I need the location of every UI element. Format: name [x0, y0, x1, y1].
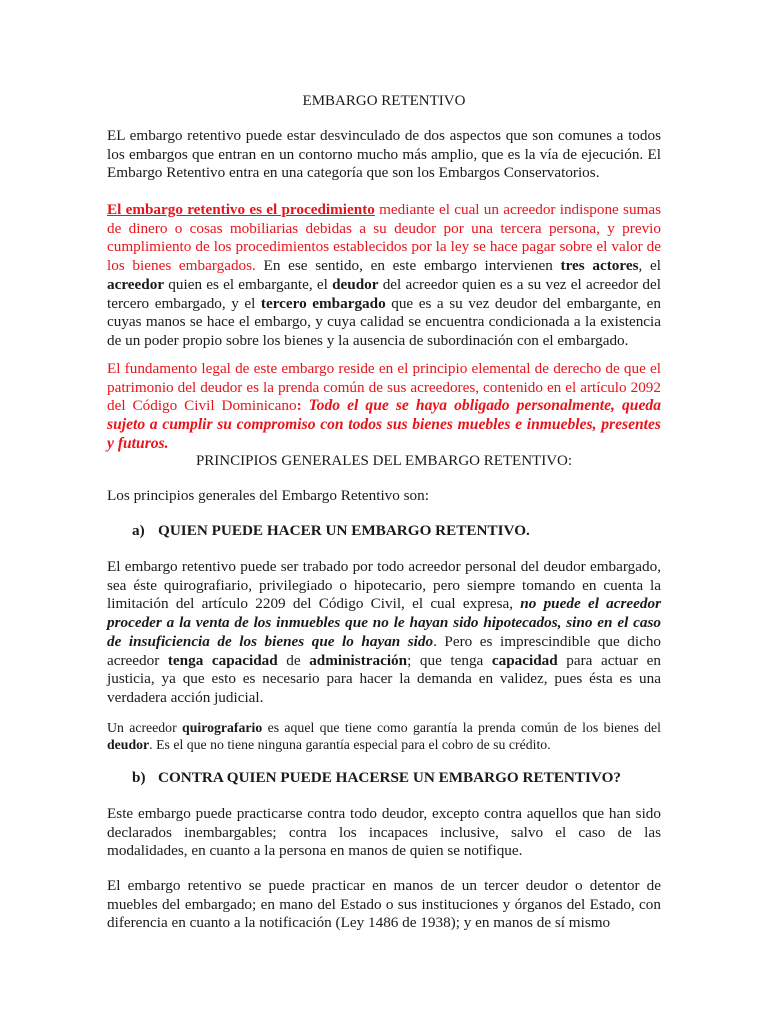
article-quote: no puede el acreedor proceder a la venta de los inmuebles que no le hayan sido hipotecados, sino en el caso de insuficiencia de los bienes que lo hayan sido [107, 595, 661, 650]
legal-quote: Todo el que se haya obligado personalmente, queda sujeto a cumplir su compromiso con todos sus bienes muebles e inmuebles, presentes y futuros. [107, 397, 661, 452]
paragraph-practice: El embargo retentivo se puede practicar en manos de un tercer deudor o detentor de muebles del embargado; en mano del Estado o sus instituciones y órganos del Estado, con diferencia en cuanto a la notificación (Ley 1486 de 1938); y en manos de sí mismo [107, 877, 661, 932]
paragraph-against-whom: Este embargo puede practicarse contra todo deudor, excepto contra aquellos que han sido declarados inembargables; contra los incapaces inclusive, salvo el caso de las modalidades, en cuanto a la persona en manos de quien se notifique. [107, 805, 661, 860]
section-title: PRINCIPIOS GENERALES DEL EMBARGO RETENTIVO: [195, 453, 573, 469]
paragraph-definition: El embargo retentivo es el procedimiento mediante el cual un acreedor indispone sumas de dinero o cosas mobiliarias debidas a su deudor por una tercera persona, y previo cumplimiento de los procedimientos establecidos por la ley se hace pagar sobre el valor de los bienes embargados. En ese sentido, en este embargo intervienen tres actores, el acreedor quien es el embargante, el deudor del acreedor quien es a su vez el acreedor del tercero embargado, y el tercero embargado que es a su vez deudor del embargante, en cuyas manos se hace el embargo, y cuya calidad se encuentra condicionada a la existencia de un poder propio sobre los bienes y la ausencia de subordinación con el embargado. [107, 201, 662, 349]
paragraph-who-can: El embargo retentivo puede ser trabado por todo acreedor personal del deudor embargado, sea éste quirografiario, privilegiado o hipotecario, pero siempre tomando en cuenta la limitación del artículo 2209 del Código Civil, el cual expresa, no puede el acreedor proceder a la venta de los inmuebles que no le hayan sido hipotecados, sino en el caso de insuficiencia de los bienes que lo hayan sido. Pero es imprescindible que dicho acreedor tenga capacidad de administración; que tenga capacidad para actuar en justicia, ya que esto es necesario para hacer la demanda en validez, pues ésta es una verdadera acción judicial. [107, 558, 662, 706]
paragraph-legal-basis: El fundamento legal de este embargo reside en el principio elemental de derecho de que el patrimonio del deudor es la prenda común de sus acreedores, contenido en el artículo 2092 del Código Civil Dominicano: Todo el que se haya obligado personalmente, queda sujeto a cumplir su compromiso con todos sus bienes muebles e inmuebles, presentes y futuros. [107, 360, 661, 452]
paragraph-quirografario: Un acreedor quirografario es aquel que tiene como garantía la prenda común de los bienes del deudor. Es el que no tiene ninguna garantía especial para el cobro de su crédito. [107, 720, 662, 752]
definition-red-text: mediante el cual un acreedor indispone sumas de dinero o cosas mobiliarias debidas a su deudor por una tercera persona, y previo cumplimiento de los procedimientos establecidos por la ley se hace pagar sobre el valor de los bienes embargados. [107, 201, 662, 275]
subheading-a: a) QUIEN PUEDE HACER UN EMBARGO RETENTIVO. [132, 522, 530, 539]
paragraph-intro: EL embargo retentivo puede estar desvinculado de dos aspectos que son comunes a todos los embargos que entran en un contorno mucho más amplio, que es la vía de ejecución. El Embargo Retentivo entra en una categoría que son los Embargos Conservatorios. [107, 127, 661, 182]
definition-lead: El embargo retentivo es el procedimiento [107, 201, 375, 218]
subheading-b: b) CONTRA QUIEN PUEDE HACERSE UN EMBARGO RETENTIVO? [132, 769, 621, 786]
principles-intro: Los principios generales del Embargo Retentivo son: [107, 487, 429, 504]
document-title: EMBARGO RETENTIVO [302, 93, 466, 109]
